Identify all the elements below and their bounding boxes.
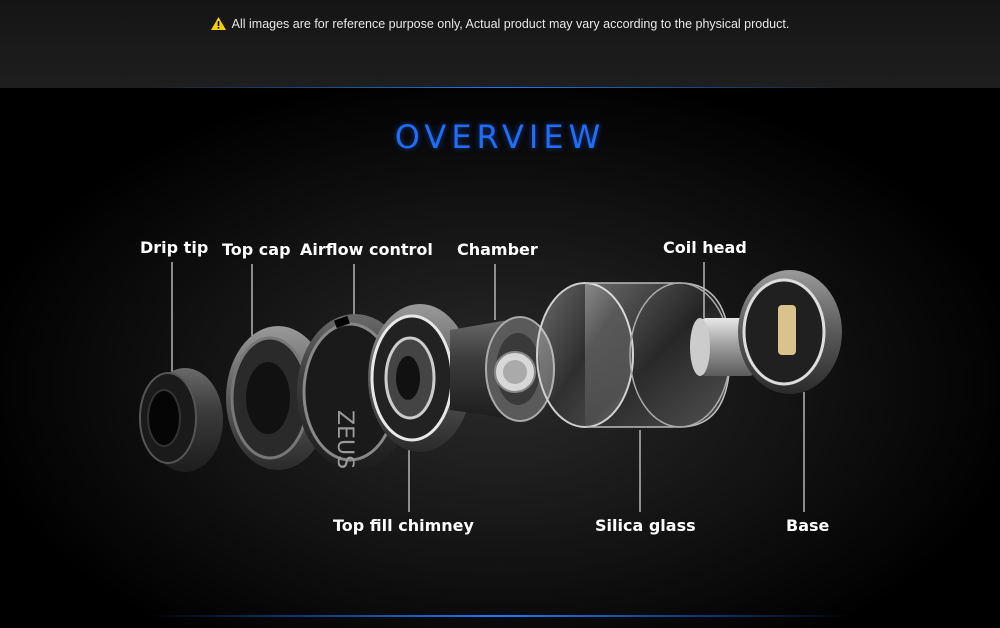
base [738, 270, 842, 394]
label-top-cap: Top cap [222, 240, 291, 259]
label-airflow-control: Airflow control [300, 240, 433, 259]
label-top-fill-chimney: Top fill chimney [333, 516, 474, 535]
notice-text: All images are for reference purpose only, Actual product may vary according to the physical product. [231, 17, 790, 31]
drip-tip [140, 368, 223, 472]
label-base: Base [786, 516, 830, 535]
zeus-engraving: ZEUS [332, 410, 357, 470]
label-chamber: Chamber [457, 240, 538, 259]
label-silica-glass: Silica glass [595, 516, 696, 535]
section-title: OVERVIEW [394, 118, 606, 156]
bottom-divider [150, 615, 850, 617]
label-drip-tip: Drip tip [140, 238, 209, 257]
label-coil-head: Coil head [663, 238, 747, 257]
